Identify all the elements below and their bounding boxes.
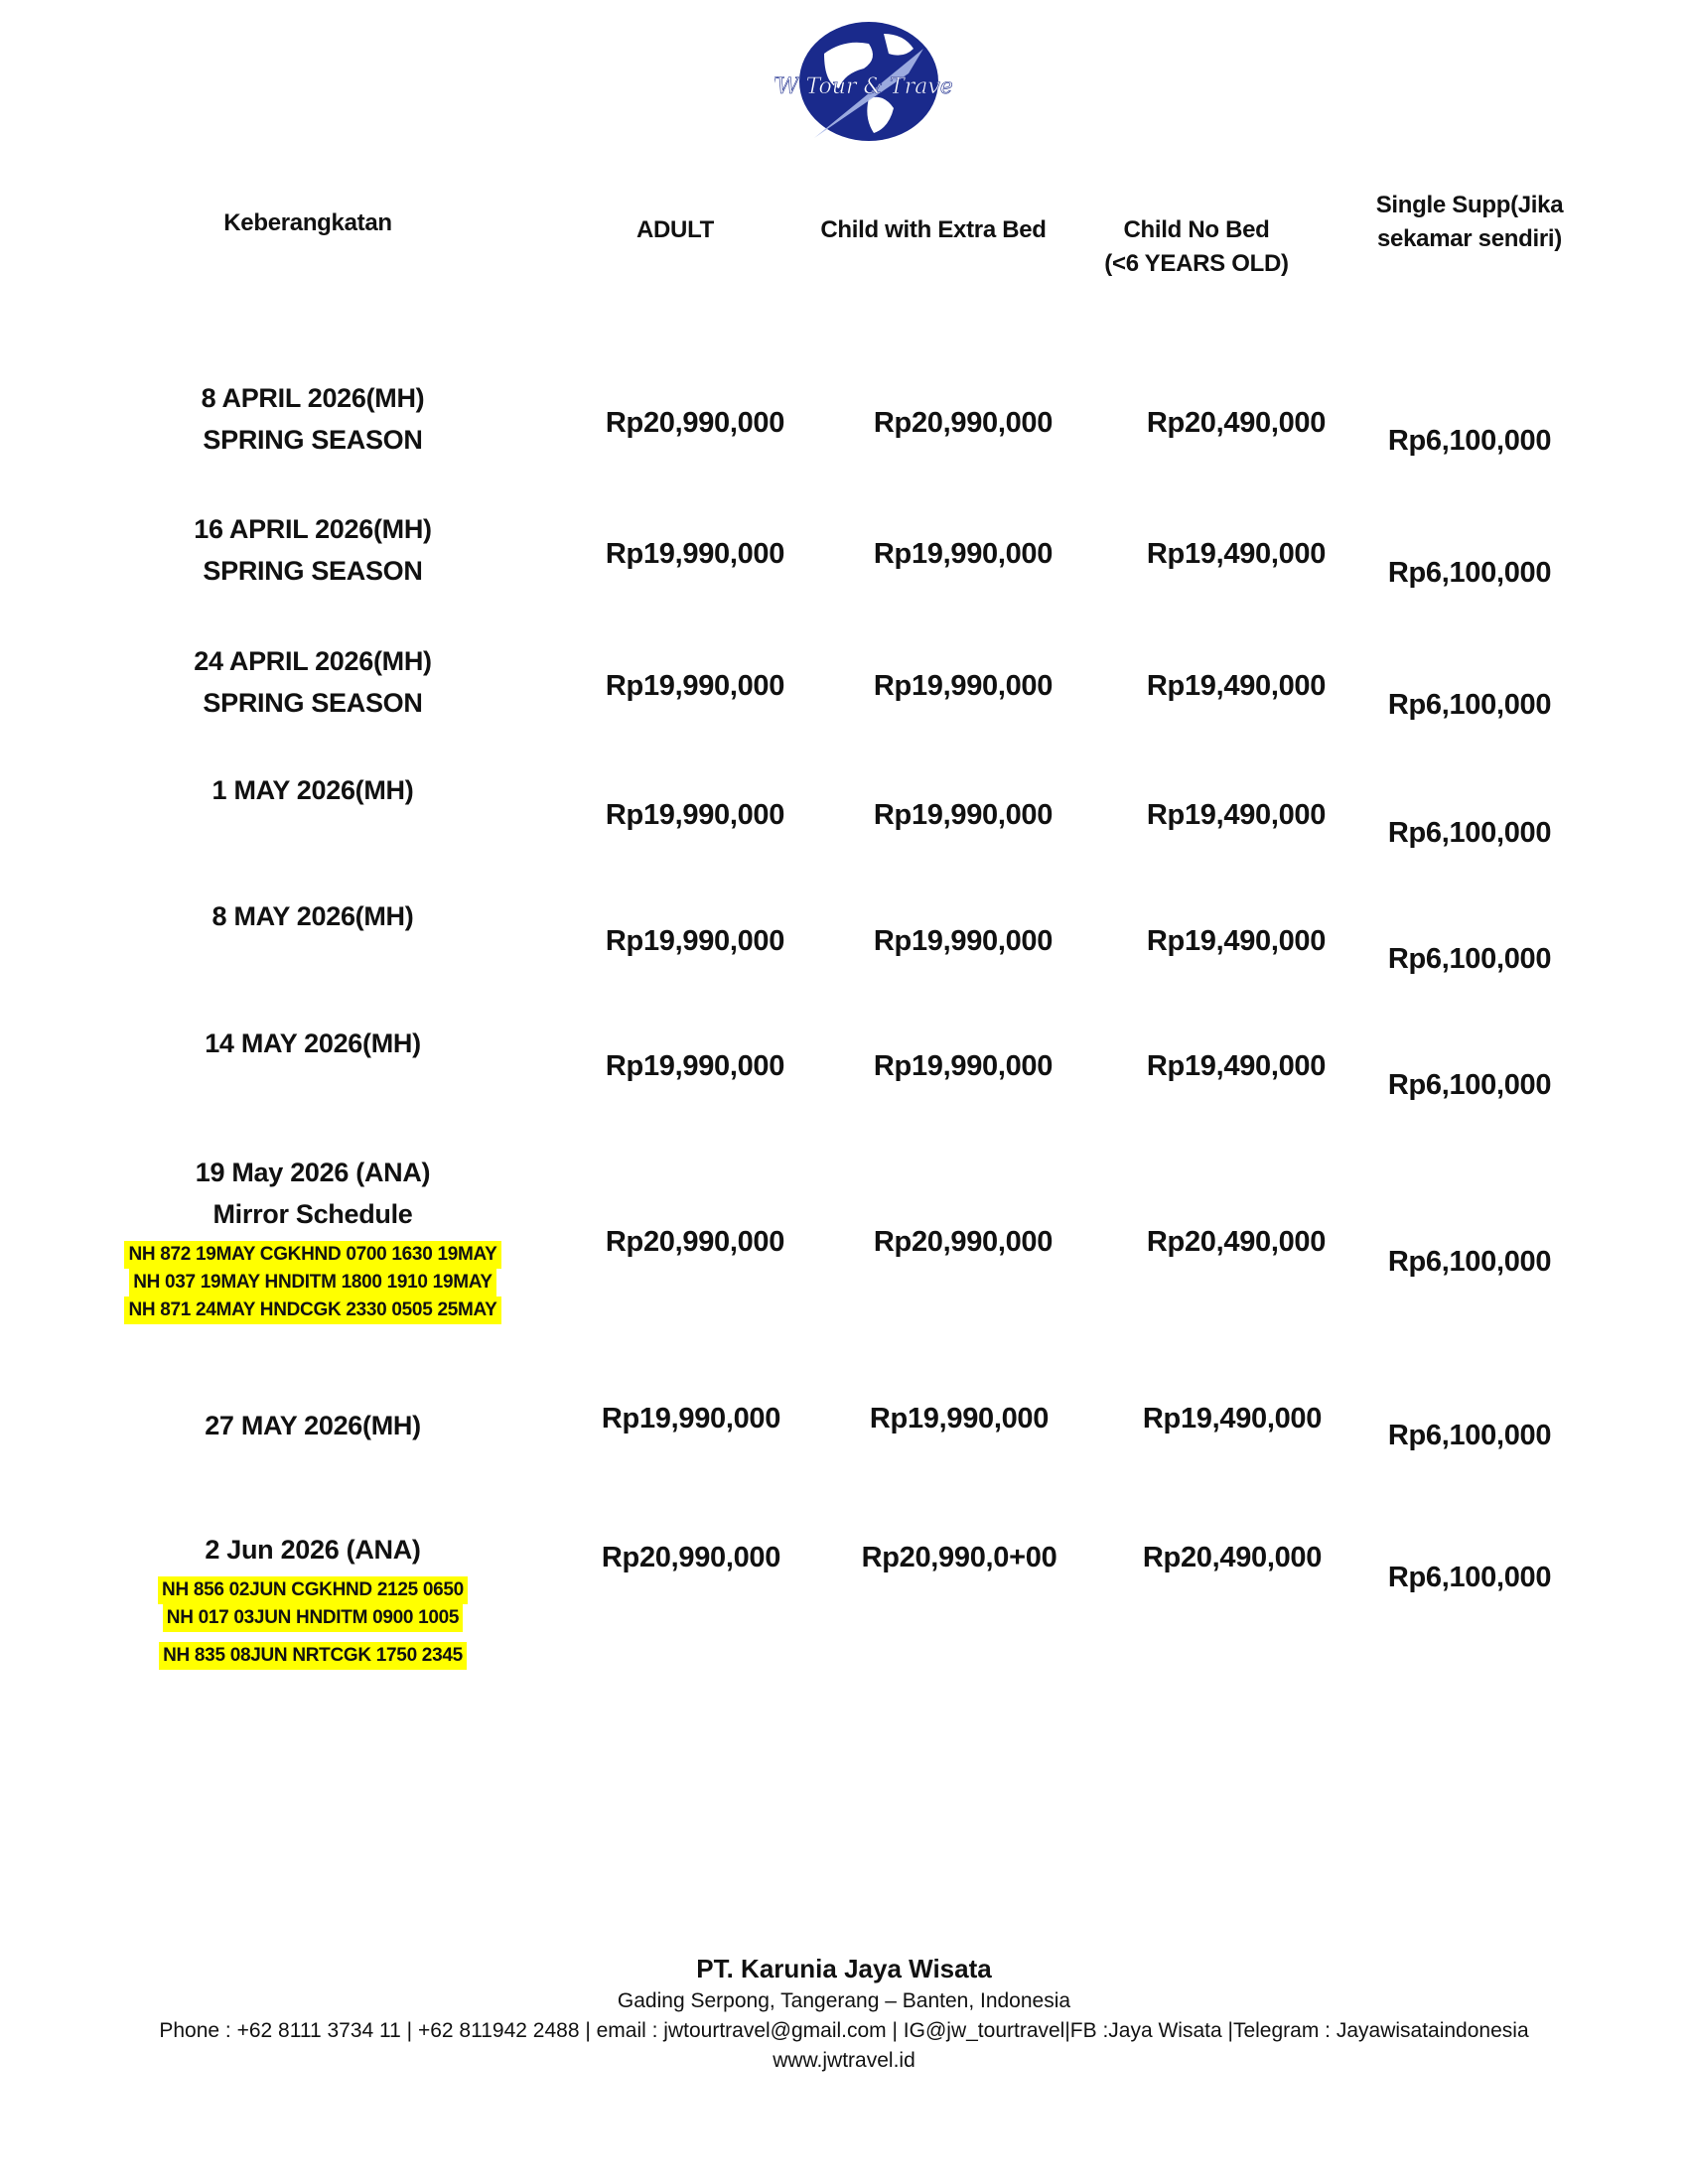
price-child-extra-bed: Rp19,990,000 <box>873 670 1054 702</box>
flight-schedule <box>99 1576 526 1670</box>
price-single-supp: Rp6,100,000 <box>1387 689 1552 721</box>
price-child-extra-bed: Rp19,990,000 <box>873 538 1054 570</box>
departure-date <box>104 769 521 811</box>
price-child-no-bed: Rp19,490,000 <box>1146 799 1327 831</box>
header-child-no-bed-line1: Child No Bed <box>1123 216 1270 243</box>
price-single-supp: Rp6,100,000 <box>1387 557 1552 589</box>
price-adult: Rp19,990,000 <box>605 799 785 831</box>
price-adult: Rp19,990,000 <box>605 670 785 702</box>
price-child-extra-bed: Rp19,990,000 <box>873 799 1054 831</box>
flight-line: NH 871 24MAY HNDCGK 2330 0505 25MAY <box>124 1297 500 1324</box>
price-adult: Rp20,990,000 <box>601 1542 781 1573</box>
price-child-extra-bed: Rp19,990,000 <box>873 925 1054 957</box>
price-child-extra-bed: Rp19,990,000 <box>873 1050 1054 1082</box>
flight-line: NH 856 02JUN CGKHND 2125 0650 <box>158 1576 468 1604</box>
footer <box>0 1951 1688 2076</box>
departure-date <box>104 377 521 461</box>
flight-schedule <box>99 1241 526 1324</box>
price-child-no-bed: Rp19,490,000 <box>1142 1403 1323 1434</box>
header-child-no-bed-line2: (<6 YEARS OLD) <box>1104 250 1289 277</box>
header-child-extra-bed: Child with Extra Bed <box>820 216 1047 243</box>
price-child-extra-bed: Rp20,990,000 <box>873 1226 1054 1258</box>
date-label: 24 APRIL 2026(MH) <box>194 646 432 676</box>
price-single-supp: Rp6,100,000 <box>1387 1420 1552 1451</box>
company-logo <box>774 14 953 148</box>
date-label: 1 MAY 2026(MH) <box>211 775 414 805</box>
date-note: Mirror Schedule <box>212 1199 413 1229</box>
header-departure: Keberangkatan <box>223 209 392 236</box>
price-single-supp: Rp6,100,000 <box>1387 1069 1552 1101</box>
svg-text:JW Tour & Travel: JW Tour & Travel <box>774 74 953 99</box>
company-website[interactable]: www.jwtravel.id <box>773 2049 915 2072</box>
price-child-extra-bed: Rp19,990,000 <box>869 1403 1050 1434</box>
date-note: SPRING SEASON <box>203 425 423 455</box>
price-child-no-bed: Rp20,490,000 <box>1146 407 1327 439</box>
price-child-no-bed: Rp19,490,000 <box>1146 538 1327 570</box>
date-label: 27 MAY 2026(MH) <box>205 1411 421 1440</box>
company-contact: Phone : +62 8111 3734 11 | +62 811942 2488 | email : jwtourtravel@gmail.com | IG@jw_tourtravel|FB :Jaya Wisata |Telegram : Jayawisataindonesia <box>159 2019 1529 2042</box>
globe-plane-logo-icon <box>774 14 953 148</box>
price-child-extra-bed: Rp20,990,0+00 <box>861 1542 1057 1573</box>
date-label: 2 Jun 2026 (ANA) <box>205 1535 421 1565</box>
price-adult: Rp19,990,000 <box>601 1403 781 1434</box>
departure-date <box>104 1023 521 1064</box>
header-single-supp-line2: sekamar sendiri) <box>1377 225 1562 252</box>
header-single-supp <box>1340 189 1599 256</box>
date-note: SPRING SEASON <box>203 556 423 586</box>
price-child-no-bed: Rp20,490,000 <box>1146 1226 1327 1258</box>
price-single-supp: Rp6,100,000 <box>1387 1562 1552 1593</box>
header-child-no-bed <box>1072 213 1321 281</box>
date-note: SPRING SEASON <box>203 688 423 718</box>
company-name: PT. Karunia Jaya Wisata <box>696 1954 992 1983</box>
departure-date <box>104 508 521 592</box>
price-single-supp: Rp6,100,000 <box>1387 425 1552 457</box>
price-adult: Rp20,990,000 <box>605 407 785 439</box>
flight-line: NH 037 19MAY HNDITM 1800 1910 19MAY <box>129 1269 496 1297</box>
flight-line: NH 872 19MAY CGKHND 0700 1630 19MAY <box>124 1241 500 1269</box>
departure-date <box>104 1529 521 1570</box>
price-single-supp: Rp6,100,000 <box>1387 817 1552 849</box>
price-adult: Rp20,990,000 <box>605 1226 785 1258</box>
company-address: Gading Serpong, Tangerang – Banten, Indonesia <box>617 1989 1071 2012</box>
price-adult: Rp19,990,000 <box>605 1050 785 1082</box>
departure-date <box>104 1152 521 1235</box>
flight-line: NH 835 08JUN NRTCGK 1750 2345 <box>159 1642 467 1670</box>
price-child-no-bed: Rp20,490,000 <box>1142 1542 1323 1573</box>
price-child-no-bed: Rp19,490,000 <box>1146 1050 1327 1082</box>
departure-date <box>104 1405 521 1446</box>
departure-date <box>104 895 521 937</box>
price-single-supp: Rp6,100,000 <box>1387 1246 1552 1278</box>
date-label: 19 May 2026 (ANA) <box>195 1158 431 1187</box>
price-child-extra-bed: Rp20,990,000 <box>873 407 1054 439</box>
price-adult: Rp19,990,000 <box>605 538 785 570</box>
date-label: 8 APRIL 2026(MH) <box>201 383 425 413</box>
header-adult: ADULT <box>635 216 715 243</box>
price-adult: Rp19,990,000 <box>605 925 785 957</box>
date-label: 14 MAY 2026(MH) <box>205 1028 421 1058</box>
price-child-no-bed: Rp19,490,000 <box>1146 925 1327 957</box>
date-label: 16 APRIL 2026(MH) <box>194 514 432 544</box>
price-child-no-bed: Rp19,490,000 <box>1146 670 1327 702</box>
price-single-supp: Rp6,100,000 <box>1387 943 1552 975</box>
flight-line: NH 017 03JUN HNDITM 0900 1005 <box>163 1604 463 1632</box>
departure-date <box>104 640 521 724</box>
header-single-supp-line1: Single Supp(Jika <box>1375 192 1564 218</box>
date-label: 8 MAY 2026(MH) <box>211 901 414 931</box>
